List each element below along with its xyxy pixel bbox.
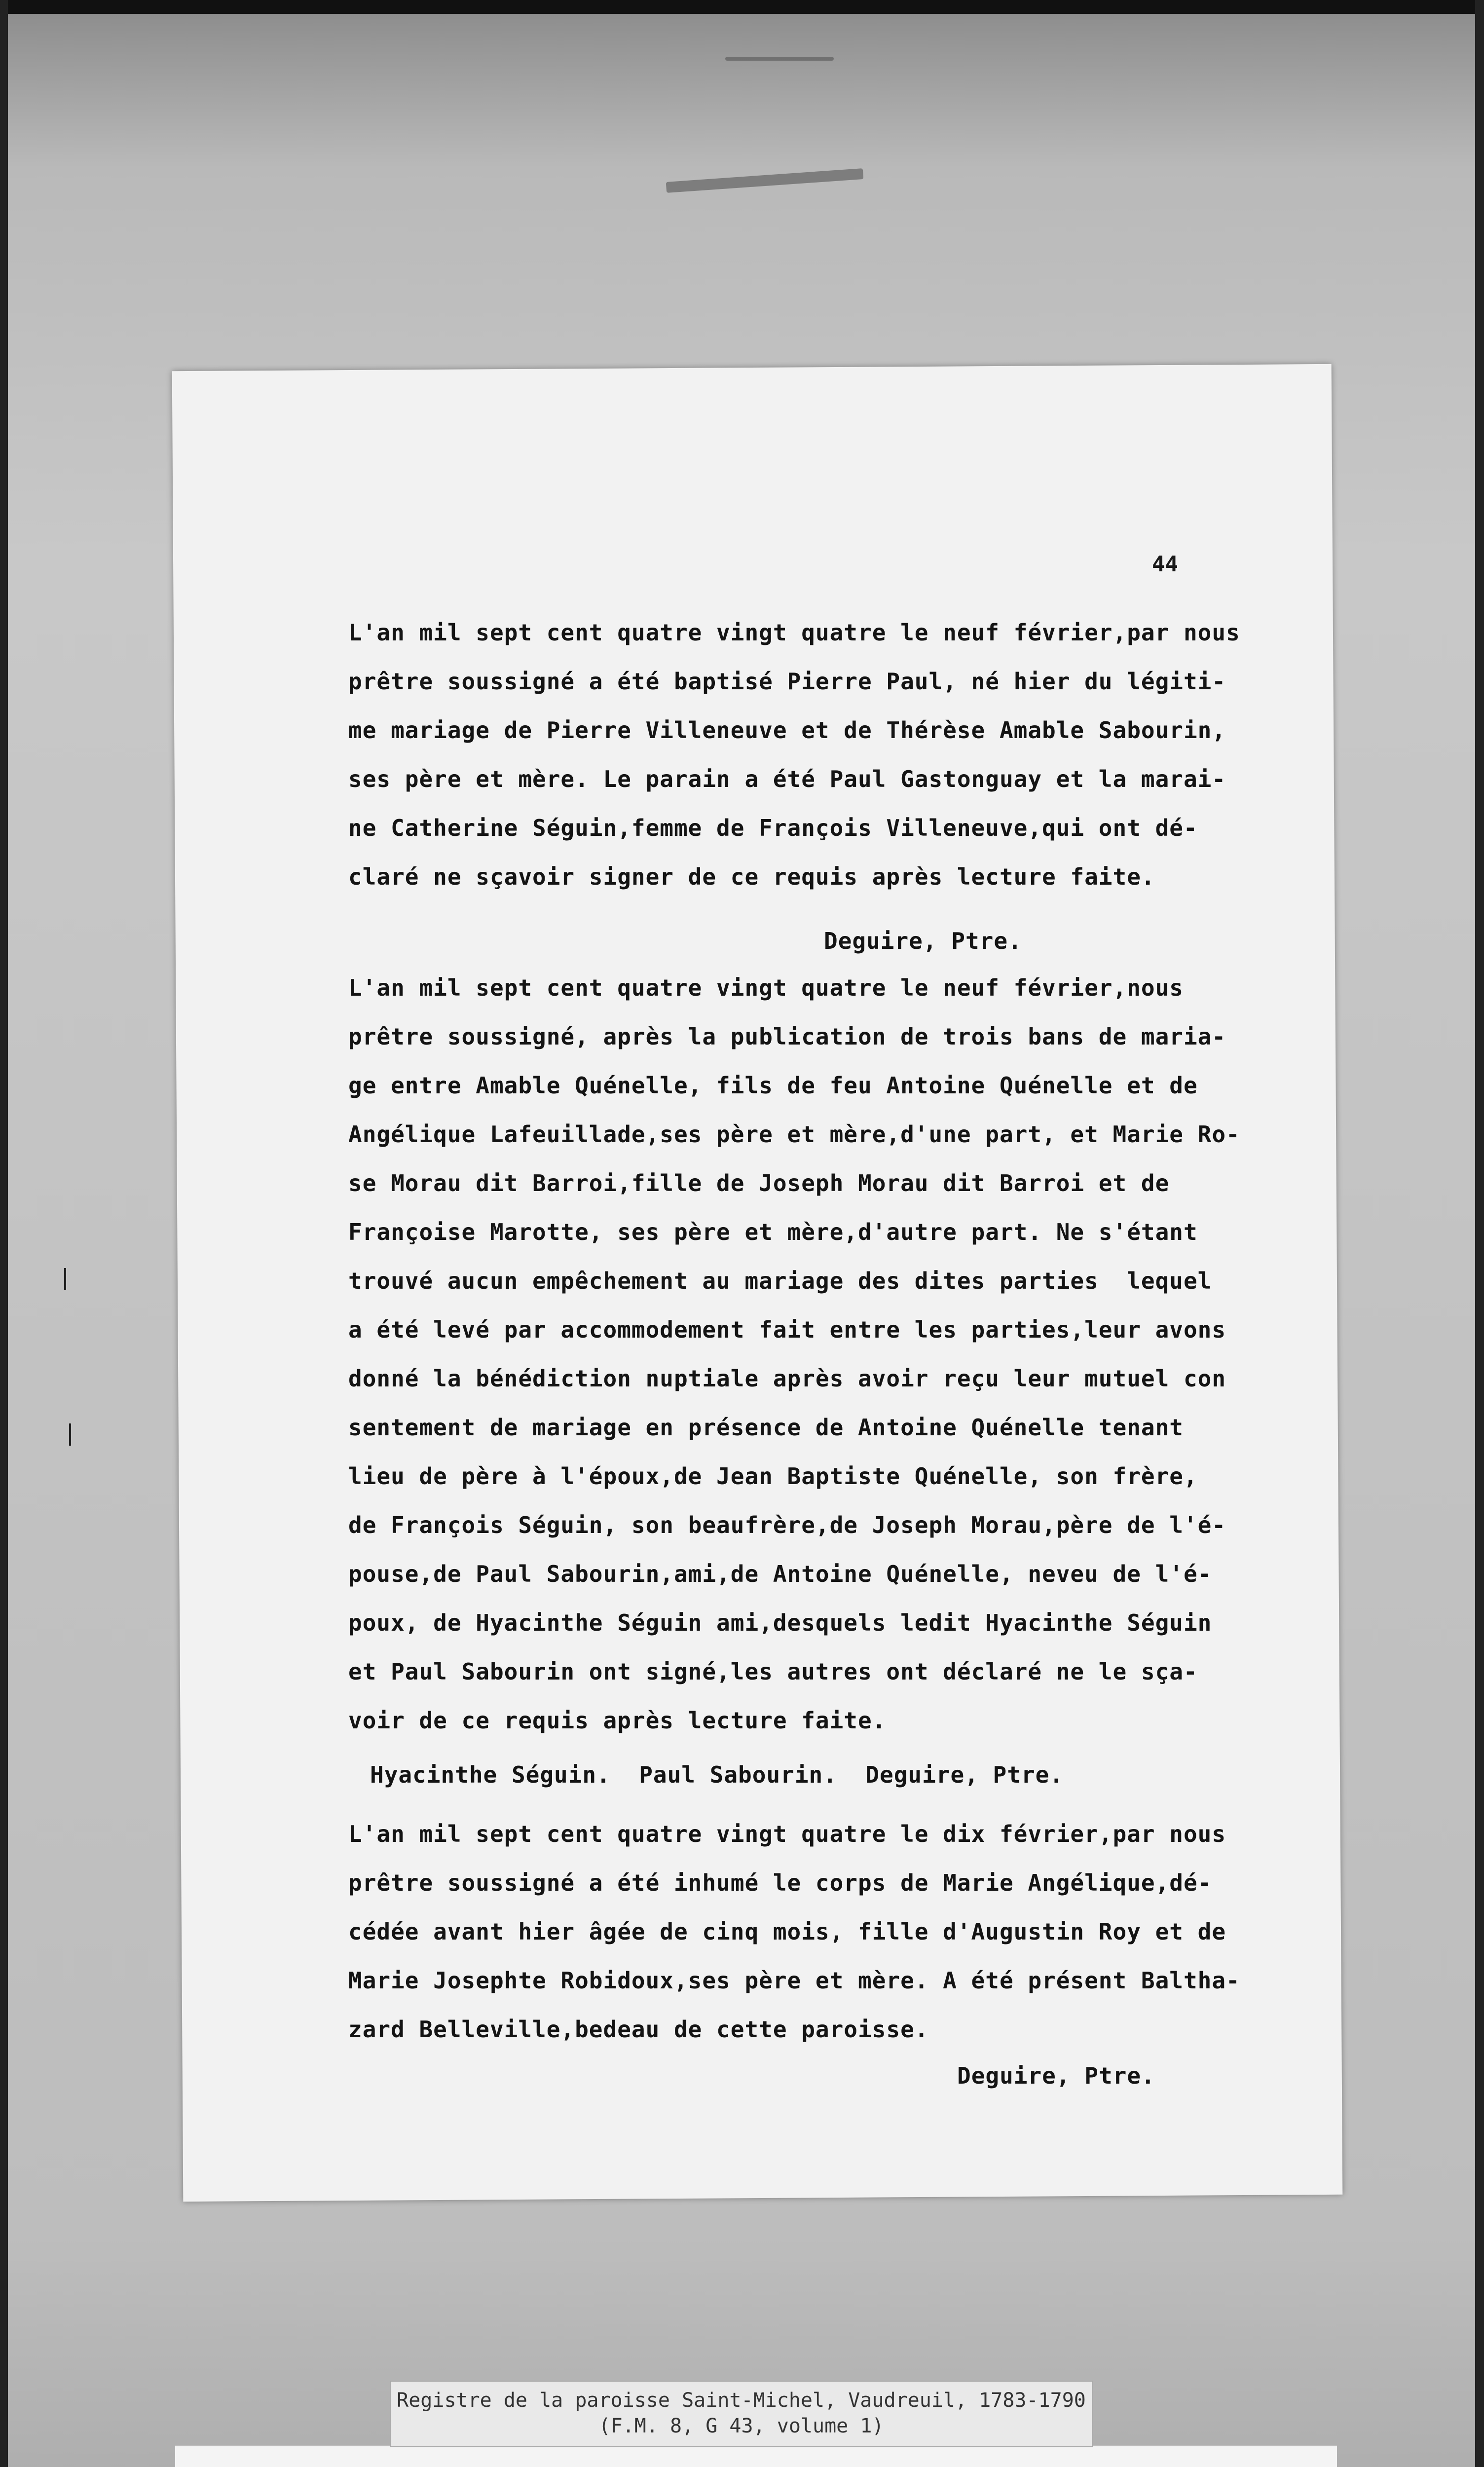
entry-line: et Paul Sabourin ont signé,les autres ont déclaré ne le sça-: [348, 1658, 1198, 1685]
entry-line: pouse,de Paul Sabourin,ami,de Antoine Quénelle, neveu de l'é-: [348, 1561, 1212, 1587]
entry-line: L'an mil sept cent quatre vingt quatre le neuf février,nous: [348, 974, 1184, 1001]
film-mark: [64, 1268, 66, 1290]
signature-priest: Deguire, Ptre.: [824, 928, 1022, 954]
entry-line: claré ne sçavoir signer de ce requis après lecture faite.: [348, 863, 1155, 890]
caption-reference: (F.M. 8, G 43, volume 1): [598, 2415, 884, 2437]
entry-line: trouvé aucun empêchement au mariage des dites parties lequel: [348, 1268, 1212, 1294]
entry-line: L'an mil sept cent quatre vingt quatre le neuf février,par nous: [348, 619, 1240, 646]
entry-line: lieu de père à l'époux,de Jean Baptiste Quénelle, son frère,: [348, 1463, 1198, 1490]
caption-title: Registre de la paroisse Saint-Michel, Vaudreuil, 1783-1790: [397, 2389, 1086, 2412]
register-entry-baptism: [348, 619, 1286, 912]
entry-line: prêtre soussigné a été baptisé Pierre Paul, né hier du légiti-: [348, 668, 1226, 695]
entry-line: a été levé par accommodement fait entre les parties,leur avons: [348, 1316, 1226, 1343]
entry-line: prêtre soussigné, après la publication de trois bans de maria-: [348, 1023, 1226, 1050]
film-border-left: [0, 0, 8, 2467]
entry-line: ses père et mère. Le parain a été Paul Gastonguay et la marai-: [348, 766, 1226, 792]
film-border-top: [0, 0, 1484, 14]
film-mark: [69, 1423, 71, 1446]
entry-line: donné la bénédiction nuptiale après avoir reçu leur mutuel con: [348, 1365, 1226, 1392]
entry-line: ge entre Amable Quénelle, fils de feu Antoine Quénelle et de: [348, 1072, 1198, 1099]
entry-line: de François Séguin, son beaufrère,de Joseph Morau,père de l'é-: [348, 1512, 1226, 1538]
page-number: 44: [1152, 552, 1178, 577]
signature-witnesses: Hyacinthe Séguin. Paul Sabourin. Deguire, Ptre.: [370, 1761, 1064, 1788]
entry-line: me mariage de Pierre Villeneuve et de Thérèse Amable Sabourin,: [348, 717, 1226, 744]
entry-line: Françoise Marotte, ses père et mère,d'autre part. Ne s'étant: [348, 1219, 1198, 1245]
signature-priest: Deguire, Ptre.: [957, 2062, 1155, 2089]
entry-line: cédée avant hier âgée de cinq mois, fille d'Augustin Roy et de: [348, 1918, 1226, 1945]
film-border-right: [1475, 0, 1484, 2467]
entry-line: poux, de Hyacinthe Séguin ami,desquels ledit Hyacinthe Séguin: [348, 1609, 1212, 1636]
entry-line: voir de ce requis après lecture faite.: [348, 1707, 887, 1734]
entry-line: L'an mil sept cent quatre vingt quatre le dix février,par nous: [348, 1821, 1226, 1847]
reference-caption: [390, 2381, 1093, 2447]
entry-line: ne Catherine Séguin,femme de François Villeneuve,qui ont dé-: [348, 815, 1198, 841]
register-entry-marriage: [348, 974, 1286, 1756]
entry-line: se Morau dit Barroi,fille de Joseph Morau dit Barroi et de: [348, 1170, 1170, 1196]
entry-line: Marie Josephte Robidoux,ses père et mère. A été présent Baltha-: [348, 1967, 1240, 1994]
entry-line: zard Belleville,bedeau de cette paroisse.: [348, 2016, 929, 2043]
film-scratch: [725, 57, 834, 61]
archives-card: [175, 2445, 1337, 2467]
entry-line: Angélique Lafeuillade,ses père et mère,d'une part, et Marie Ro-: [348, 1121, 1240, 1148]
entry-line: sentement de mariage en présence de Antoine Quénelle tenant: [348, 1414, 1184, 1441]
register-entry-burial: [348, 1821, 1286, 2065]
entry-line: prêtre soussigné a été inhumé le corps de Marie Angélique,dé-: [348, 1869, 1212, 1896]
